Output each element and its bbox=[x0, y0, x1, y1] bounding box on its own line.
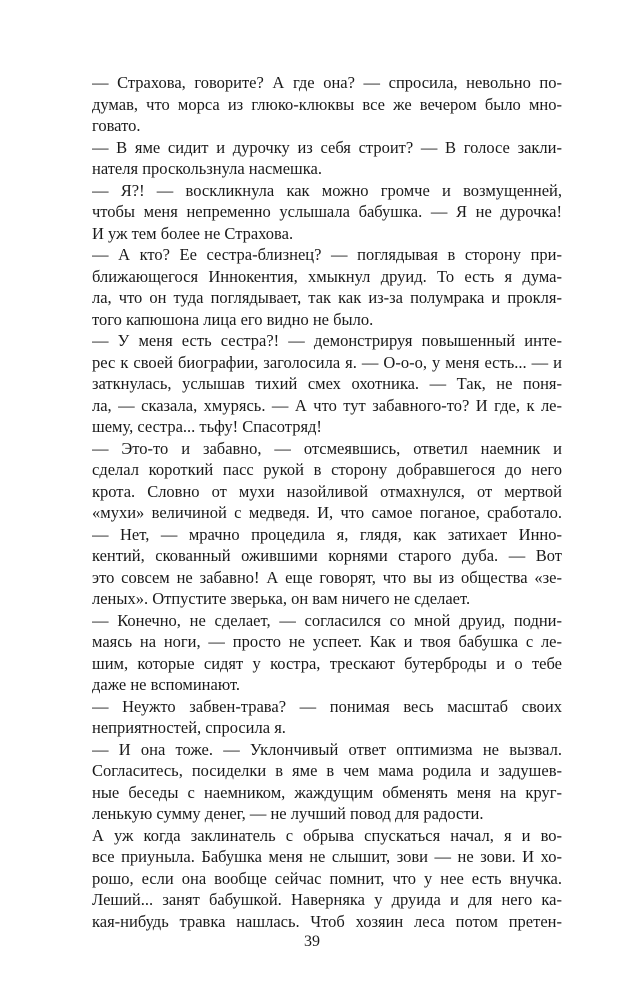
text-line: ла, — сказала, хмурясь. — А что тут забавного-то? И где, к ле- bbox=[92, 395, 562, 415]
text-line: — В яме сидит и дурочку из себя строит? — В голосе закли- bbox=[92, 137, 562, 157]
text-line: неприятностей, спросила я. bbox=[92, 718, 286, 737]
text-line: — Я?! — воскликнула как можно громче и возмущенней, bbox=[92, 180, 562, 200]
text-line: — Неужто забвен-трава? — понимая весь масштаб своих bbox=[92, 696, 562, 716]
text-line: это совсем не забавно! А еще говорят, что вы из общества «зе- bbox=[92, 567, 562, 587]
text-line: ные беседы с наемником, жаждущим обменять меня на круг- bbox=[92, 782, 562, 802]
text-line: Леший... занят бабушкой. Наверняка у друида и для него ка- bbox=[92, 890, 562, 909]
text-line: А уж когда заклинатель с обрыва спускаться начал, я и во- bbox=[92, 825, 562, 845]
text-line: маясь на ноги, — просто не успеет. Как и твоя бабушка с ле- bbox=[92, 632, 562, 651]
page-number: 39 bbox=[304, 933, 320, 950]
text-line: ла, что он туда поглядывает, так как из-за полумрака и прокля- bbox=[92, 288, 562, 307]
text-line: все приуныла. Бабушка меня не слышит, зови — не зови. И хо- bbox=[92, 847, 562, 866]
text-line: шим, которые сидят у костра, трескают бутерброды и о тебе bbox=[92, 653, 562, 673]
text-line: ближающегося Иннокентия, хмыкнул друид. То есть я дума- bbox=[92, 266, 562, 286]
text-line: — Это-то и забавно, — отсмеявшись, ответил наемник и bbox=[92, 438, 562, 458]
text-line: рес к своей биографии, заголосила я. — О-о-о, у меня есть... — и bbox=[92, 352, 562, 372]
text-line: кентий, скованный ожившими корнями старого дуба. — Вот bbox=[92, 546, 562, 565]
text-line: крота. Словно от мухи назойливой отмахнулся, от мертвой bbox=[92, 481, 562, 501]
text-line: — Нет, — мрачно процедила я, глядя, как затихает Инно- bbox=[92, 524, 562, 544]
page-body bbox=[92, 72, 562, 932]
text-line: ленькую сумму денег, — не лучший повод для радости. bbox=[92, 804, 484, 823]
text-line: — У меня есть сестра?! — демонстрируя повышенный инте- bbox=[92, 331, 562, 350]
text-line: говато. bbox=[92, 116, 141, 135]
text-line: кая-нибудь травка нашлась. Чтоб хозяин леса потом претен- bbox=[92, 911, 562, 931]
text-line: шему, сестра... тьфу! Спасотряд! bbox=[92, 417, 322, 436]
text-line: «мухи» величиной с медведя. И, что самое поганое, сработало. bbox=[92, 503, 562, 522]
text-line: И уж тем более не Страхова. bbox=[92, 223, 294, 243]
text-line: Согласитесь, посиделки в яме в чем мама родила и задушев- bbox=[92, 761, 562, 780]
text-line: — Страхова, говорите? А где она? — спросила, невольно по- bbox=[92, 73, 562, 92]
text-line: сделал короткий пасс рукой в сторону добравшегося до него bbox=[92, 460, 562, 479]
text-line: даже не вспоминают. bbox=[92, 675, 241, 694]
text-line: того капюшона лица его видно не было. bbox=[92, 309, 374, 329]
text-line: заткнулась, услышав тихий смех охотника. — Так, не поня- bbox=[92, 374, 562, 393]
text-line: — И она тоже. — Уклончивый ответ оптимизма не вызвал. bbox=[92, 739, 562, 759]
text-line: — А кто? Ее сестра-близнец? — поглядывая в сторону при- bbox=[92, 245, 562, 264]
text-line: чтобы меня непременно услышала бабушка. — Я не дурочка! bbox=[92, 202, 562, 221]
text-line: — Конечно, не сделает, — согласился со мной друид, подни- bbox=[92, 610, 562, 630]
text-line: рошо, если она вообще сейчас помнит, что у нее есть внучка. bbox=[92, 868, 562, 888]
text-line: нателя проскользнула насмешка. bbox=[92, 159, 322, 178]
text-line: думав, что морса из глюко-клюквы все же вечером было мно- bbox=[92, 94, 562, 114]
text-line: леных». Отпустите зверька, он вам ничего не сделает. bbox=[92, 589, 471, 608]
